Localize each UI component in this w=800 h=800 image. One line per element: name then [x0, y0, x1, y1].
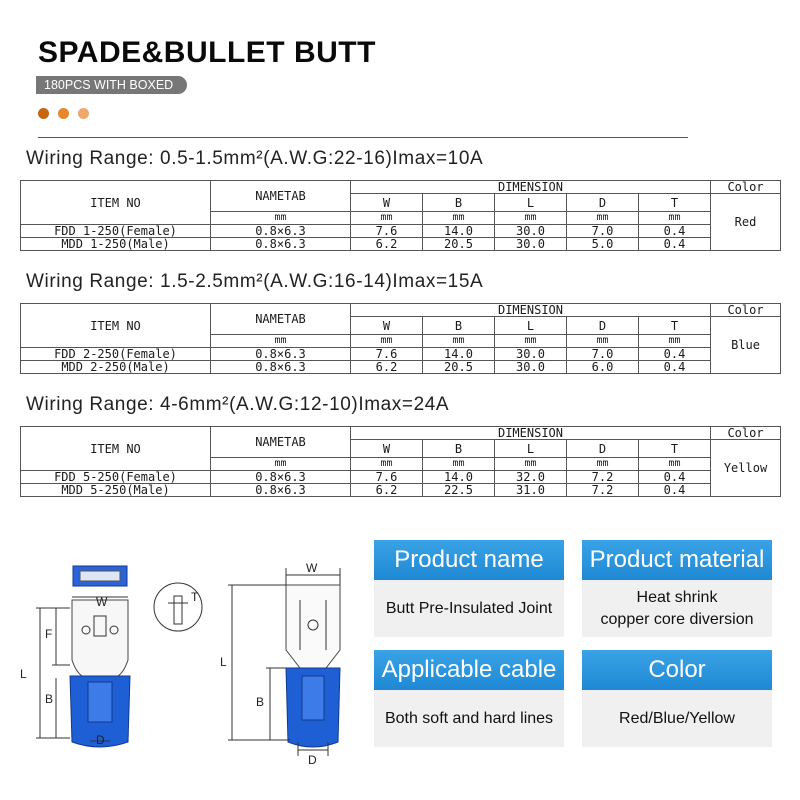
header-l: L: [495, 317, 567, 335]
header-d: D: [567, 317, 639, 335]
l-value: 30.0: [495, 225, 567, 238]
l-value: 30.0: [495, 348, 567, 361]
card-product-material: [582, 540, 772, 637]
header-nametab: NAMETAB: [211, 181, 351, 212]
table-row: [21, 348, 781, 361]
w-value: 6.2: [351, 361, 423, 374]
l-value: 30.0: [495, 361, 567, 374]
header-nametab: NAMETAB: [211, 427, 351, 458]
table-row: [21, 484, 781, 497]
header-b: B: [423, 194, 495, 212]
unit-cell: mm: [567, 335, 639, 348]
label-t: T: [191, 590, 199, 604]
t-value: 0.4: [639, 361, 711, 374]
unit-cell: mm: [423, 335, 495, 348]
unit-cell: mm: [211, 212, 351, 225]
header-b: B: [423, 317, 495, 335]
decor-dot: [58, 108, 69, 119]
unit-cell: mm: [351, 458, 423, 471]
female-barrel: [88, 682, 112, 722]
table-row: [21, 225, 781, 238]
item-no: MDD 1-250(Male): [21, 238, 211, 251]
d-value: 7.0: [567, 225, 639, 238]
spec-table-2: [20, 303, 781, 374]
decor-dot: [38, 108, 49, 119]
decor-dot: [78, 108, 89, 119]
label-d: D: [96, 733, 105, 747]
unit-cell: mm: [211, 335, 351, 348]
b-value: 14.0: [423, 471, 495, 484]
label-b-male: B: [256, 695, 265, 709]
label-f: F: [45, 627, 53, 641]
quantity-badge: 180PCS WITH BOXED: [36, 76, 187, 94]
wiring-range-1: Wiring Range: 0.5-1.5mm²(A.W.G:22-16)Imax=10A: [26, 148, 484, 169]
header-t: T: [639, 317, 711, 335]
wiring-range-2: Wiring Range: 1.5-2.5mm²(A.W.G:16-14)Imax=15A: [26, 271, 484, 292]
d-value: 7.0: [567, 348, 639, 361]
header-d: D: [567, 194, 639, 212]
nametab-value: 0.8×6.3: [211, 225, 351, 238]
card-head: Product material: [582, 540, 772, 580]
card-head: Applicable cable: [374, 650, 564, 690]
b-value: 14.0: [423, 348, 495, 361]
header-color: Color: [711, 304, 781, 317]
card-product-name: [374, 540, 564, 637]
table-row: [21, 361, 781, 374]
card-body: Red/Blue/Yellow: [619, 709, 735, 727]
female-metal-body: [72, 600, 128, 676]
spec-table-1: [20, 180, 781, 251]
l-value: 32.0: [495, 471, 567, 484]
header-item-no: ITEM NO: [21, 181, 211, 225]
l-value: 30.0: [495, 238, 567, 251]
header-l: L: [495, 440, 567, 458]
nametab-value: 0.8×6.3: [211, 348, 351, 361]
header-b: B: [423, 440, 495, 458]
page-title: SPADE&BULLET BUTT: [38, 36, 376, 69]
card-body: Butt Pre-Insulated Joint: [385, 599, 553, 617]
unit-cell: mm: [567, 212, 639, 225]
label-d-male: D: [308, 753, 317, 767]
unit-cell: mm: [351, 335, 423, 348]
header-nametab: NAMETAB: [211, 304, 351, 335]
label-b: B: [45, 692, 54, 706]
item-no: FDD 1-250(Female): [21, 225, 211, 238]
b-value: 20.5: [423, 361, 495, 374]
header-color: Color: [711, 427, 781, 440]
color-value: Blue: [711, 317, 781, 374]
spec-table-3: [20, 426, 781, 497]
table-row: [21, 471, 781, 484]
t-value: 0.4: [639, 348, 711, 361]
wiring-range-3: Wiring Range: 4-6mm²(A.W.G:12-10)Imax=24A: [26, 394, 450, 415]
card-applicable-cable: [374, 650, 564, 747]
color-value: Yellow: [711, 440, 781, 497]
t-value: 0.4: [639, 484, 711, 497]
header-item-no: ITEM NO: [21, 304, 211, 348]
nametab-value: 0.8×6.3: [211, 471, 351, 484]
label-l: L: [20, 667, 27, 681]
d-value: 7.2: [567, 471, 639, 484]
card-head: Color: [582, 650, 772, 690]
card-color: [582, 650, 772, 747]
nametab-value: 0.8×6.3: [211, 238, 351, 251]
item-no: MDD 5-250(Male): [21, 484, 211, 497]
nametab-value: 0.8×6.3: [211, 484, 351, 497]
unit-cell: mm: [567, 458, 639, 471]
unit-cell: mm: [423, 212, 495, 225]
b-value: 14.0: [423, 225, 495, 238]
male-metal-body: [286, 585, 340, 668]
header-color: Color: [711, 181, 781, 194]
w-value: 6.2: [351, 484, 423, 497]
header-t: T: [639, 194, 711, 212]
unit-cell: mm: [495, 212, 567, 225]
unit-cell: mm: [639, 335, 711, 348]
card-head: Product name: [374, 540, 564, 580]
w-value: 7.6: [351, 348, 423, 361]
unit-cell: mm: [639, 212, 711, 225]
unit-cell: mm: [211, 458, 351, 471]
item-no: FDD 5-250(Female): [21, 471, 211, 484]
l-value: 31.0: [495, 484, 567, 497]
header-dimension: DIMENSION: [351, 181, 711, 194]
table-row: [21, 238, 781, 251]
label-w-male: W: [306, 561, 318, 575]
unit-cell: mm: [639, 458, 711, 471]
male-barrel: [302, 676, 324, 720]
unit-cell: mm: [495, 458, 567, 471]
header-w: W: [351, 194, 423, 212]
color-value: Red: [711, 194, 781, 251]
header-dimension: DIMENSION: [351, 427, 711, 440]
item-no: FDD 2-250(Female): [21, 348, 211, 361]
t-value: 0.4: [639, 471, 711, 484]
header-w: W: [351, 440, 423, 458]
header-item-no: ITEM NO: [21, 427, 211, 471]
header-l: L: [495, 194, 567, 212]
female-top-slot: [80, 571, 120, 581]
nametab-value: 0.8×6.3: [211, 361, 351, 374]
card-body: Heat shrink copper core diversion: [600, 588, 754, 628]
unit-cell: mm: [351, 212, 423, 225]
label-w: W: [96, 595, 108, 609]
unit-cell: mm: [423, 458, 495, 471]
b-value: 20.5: [423, 238, 495, 251]
header-t: T: [639, 440, 711, 458]
t-value: 0.4: [639, 225, 711, 238]
header-dimension: DIMENSION: [351, 304, 711, 317]
connector-dimension-diagram: [0, 540, 370, 800]
t-value: 0.4: [639, 238, 711, 251]
decor-dots: [38, 108, 89, 119]
header-w: W: [351, 317, 423, 335]
w-value: 7.6: [351, 471, 423, 484]
b-value: 22.5: [423, 484, 495, 497]
w-value: 6.2: [351, 238, 423, 251]
d-value: 5.0: [567, 238, 639, 251]
label-l-male: L: [220, 655, 227, 669]
d-value: 7.2: [567, 484, 639, 497]
card-body: Both soft and hard lines: [384, 709, 554, 727]
w-value: 7.6: [351, 225, 423, 238]
header-divider: [38, 137, 688, 138]
item-no: MDD 2-250(Male): [21, 361, 211, 374]
header-d: D: [567, 440, 639, 458]
d-value: 6.0: [567, 361, 639, 374]
unit-cell: mm: [495, 335, 567, 348]
